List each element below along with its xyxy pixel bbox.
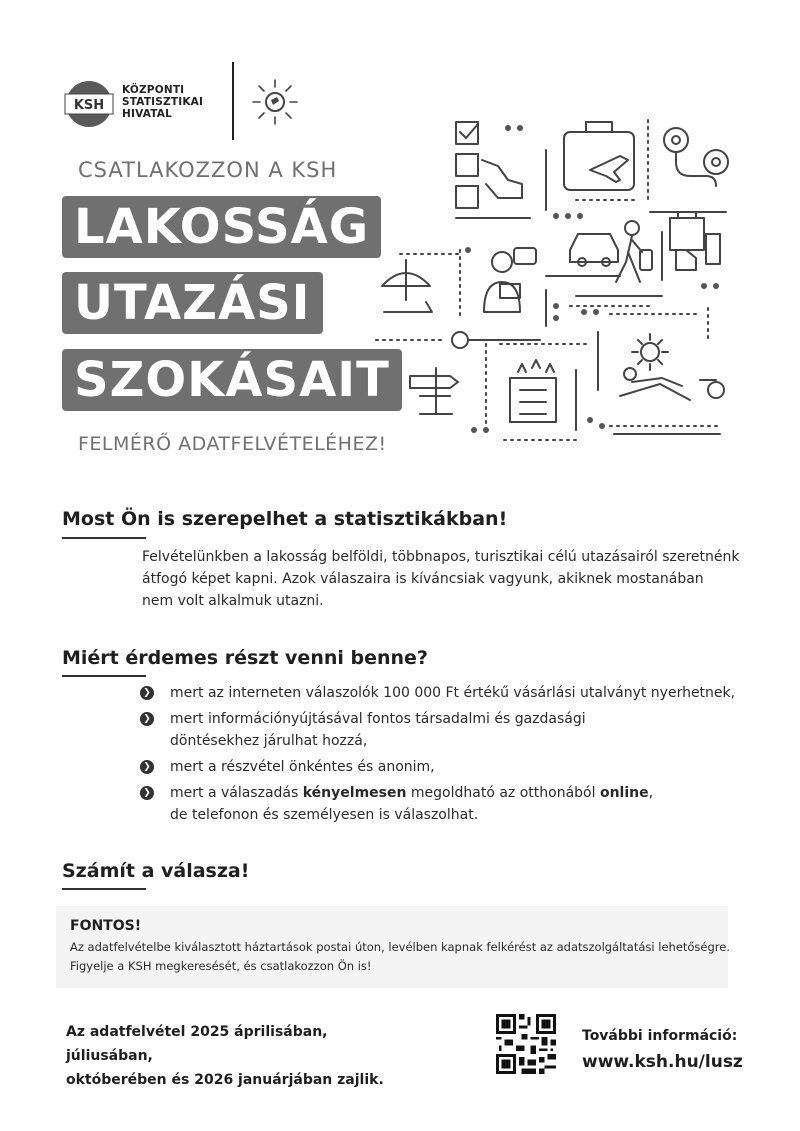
traveller-icon bbox=[616, 221, 652, 282]
chevron-right-icon: ❯ bbox=[140, 760, 154, 774]
notice-line-1: Az adatfelvételbe kiválasztott háztartások postai úton, levélben kapnak felkérést az adatszolgáltatási lehetőségre. bbox=[70, 940, 731, 954]
section1-line-2: átfogó képet kapni. Azok válaszaira is kíváncsiak vagyunk, akiknek mostanában bbox=[142, 571, 704, 587]
logo-badge-text: KSH bbox=[73, 98, 105, 113]
section2-underline bbox=[62, 675, 146, 677]
section3-underline bbox=[62, 888, 146, 890]
qr-code-icon[interactable] bbox=[496, 1014, 556, 1074]
section1-heading: Most Ön is szerepelhet a statisztikákban! bbox=[62, 508, 508, 530]
notice-title: FONTOS! bbox=[70, 918, 142, 934]
notice-text bbox=[70, 938, 730, 976]
reason-item: ❯ mert a részvétel önkéntes és anonim, bbox=[140, 756, 760, 778]
reason-item: ❯ mert az interneten válaszolók 100 000 Ft értékű vásárlási utalványt nyerhetnek, bbox=[140, 682, 760, 704]
notice-line-2: Figyelje a KSH megkeresését, és csatlakozzon Ön is! bbox=[70, 959, 372, 973]
logo-line-1: KÖZPONTI bbox=[122, 84, 185, 96]
section1-line-3: nem volt alkalmuk utazni. bbox=[142, 593, 324, 609]
schedule-text bbox=[66, 1020, 396, 1092]
section3-heading: Számít a válasza! bbox=[62, 860, 250, 882]
chevron-right-icon: ❯ bbox=[140, 686, 154, 700]
signpost-icon bbox=[410, 368, 458, 414]
logo-line-3: HIVATAL bbox=[122, 108, 172, 120]
reason-item: ❯ mert információnyújtásával fontos társadalmi és gazdasági döntésekhez járulhat hozzá, bbox=[140, 708, 760, 752]
more-info-link[interactable]: www.ksh.hu/lusz bbox=[582, 1052, 743, 1072]
hero-title-line-3: SZOKÁSAIT bbox=[62, 349, 402, 411]
hero-title-line-2: UTAZÁSI bbox=[62, 272, 323, 334]
suitcase-plane-icon bbox=[564, 122, 634, 190]
hero-kicker: CSATLAKOZZON A KSH bbox=[78, 158, 338, 182]
reason-item: ❯ mert a válaszadás kényelmesen megoldható az otthonából online, de telefonon és személyesen is válaszolhat. bbox=[140, 782, 760, 826]
emphasis-online: online bbox=[599, 785, 649, 801]
sun-icon bbox=[632, 334, 668, 370]
map-pins-icon bbox=[664, 128, 728, 186]
chevron-right-icon: ❯ bbox=[140, 786, 154, 800]
section1-underline bbox=[62, 537, 146, 539]
more-info-label: További információ: bbox=[582, 1028, 738, 1044]
schedule-line-2: októberében és 2026 januárjában zajlik. bbox=[66, 1072, 384, 1088]
remote-worker-icon bbox=[484, 248, 536, 312]
logo-line-2: STATISZTIKAI bbox=[122, 96, 204, 108]
section1-line-1: Felvételünkben a lakosság belföldi, többnapos, turisztikai célú utazásairól szeretnénk bbox=[142, 549, 740, 565]
calendar-icon bbox=[670, 212, 720, 270]
section2-heading: Miért érdemes részt venni benne? bbox=[62, 647, 428, 669]
car-icon bbox=[570, 234, 618, 266]
beach-umbrella-icon bbox=[382, 260, 432, 312]
sun-logo-icon bbox=[247, 74, 303, 130]
hotel-icon bbox=[510, 360, 556, 422]
section1-paragraph bbox=[142, 546, 762, 612]
emphasis-comfortably: kényelmesen bbox=[302, 785, 407, 801]
schedule-line-1: Az adatfelvétel 2025 áprilisában, júliusában, bbox=[66, 1024, 328, 1064]
checklist-icon bbox=[456, 122, 522, 208]
reasons-list bbox=[140, 682, 760, 830]
travel-icons-illustration bbox=[370, 100, 750, 450]
hero-title-line-1: LAKOSSÁG bbox=[62, 196, 381, 258]
hero-sub-kicker: FELMÉRŐ ADATFELVÉTELÉHEZ! bbox=[78, 433, 387, 455]
logo-divider bbox=[232, 62, 234, 140]
chevron-right-icon: ❯ bbox=[140, 712, 154, 726]
ksh-logo-badge bbox=[62, 80, 116, 128]
logo-wordmark bbox=[122, 84, 203, 120]
sunbathing-icon bbox=[620, 368, 690, 400]
